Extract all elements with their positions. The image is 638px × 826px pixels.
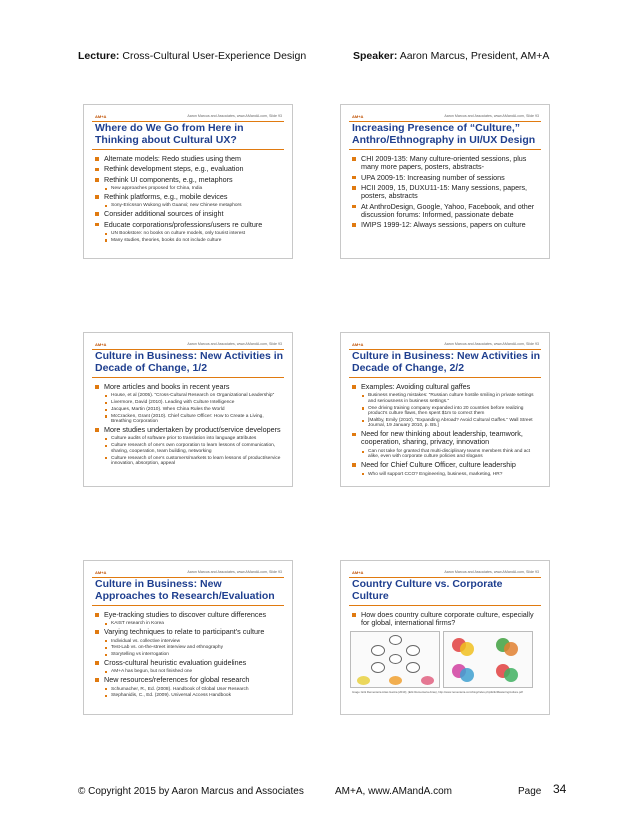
slide-thumbnail	[340, 560, 550, 715]
slide-subbullet: Who will support CCO? Engineering, business, marketing, HR?	[352, 472, 539, 478]
slide-thumbnail	[83, 104, 293, 259]
slide-subbullet: Individual vs. collective interview	[95, 639, 282, 645]
slide-credit: Aaron Marcus and Associates, www.AMandA.com, Slide 93	[187, 114, 282, 118]
slide-credit: Aaron Marcus and Associates, www.AMandA.com, Slide 93	[444, 570, 539, 574]
slide-thumbnail	[340, 104, 550, 259]
diagram-node	[406, 645, 420, 656]
slide-subbullet: Storytelling vs interrogation	[95, 652, 282, 658]
slide-subbullet: UN Bookstore: no books on culture models, only tourist interest	[95, 231, 282, 237]
slide-thumbnail	[83, 560, 293, 715]
slide-bullet: Consider additional sources of insight	[95, 210, 282, 218]
slide-logo: AM+A	[95, 570, 107, 575]
slide-subbullet: Stephanidis, C., Ed. (2009). Universal Access Handbook	[95, 693, 282, 699]
slide-subbullet: Culture research of one’s customers/markets to learn lessons of product/service innovation, absorption, appeal	[95, 456, 282, 467]
slide-bullet: Examples: Avoiding cultural gaffes	[352, 383, 539, 391]
slide-subbullet: Livermore, David (2010). Leading with Culture Intelligence	[95, 400, 282, 406]
diagram-swatch	[504, 642, 518, 656]
lecture-title: Cross-Cultural User-Experience Design	[122, 50, 307, 62]
diagram-node	[389, 635, 402, 645]
diagram-node	[389, 654, 402, 664]
slide-bullet: How does country culture corporate culture, especially for global, international firms?	[352, 611, 539, 627]
diagram-node	[406, 662, 420, 673]
slide-subbullet: Culture audits of software prior to translation into language attributes	[95, 436, 282, 442]
diagram-swatch	[421, 676, 434, 685]
slide-bullet: Rethink development steps, e.g., evaluation	[95, 165, 282, 173]
slide-credit: Aaron Marcus and Associates, www.AMandA.com, Slide 93	[444, 114, 539, 118]
lecture-label: Lecture:	[78, 50, 120, 62]
slide-logo: AM+A	[352, 114, 364, 119]
slide-bullet: HCII 2009, 15, DUXU11-15: Many sessions, papers, posters, abstracts	[352, 184, 539, 200]
speaker-name: Aaron Marcus, President, AM+A	[399, 50, 550, 62]
speaker-label: Speaker:	[353, 50, 398, 62]
slide-credit: Aaron Marcus and Associates, www.AMandA.com, Slide 93	[444, 342, 539, 346]
slide-subbullet: Culture research of one’s own corporation to learn lessons of communication, sharing, cooperation, team building, networking	[95, 443, 282, 454]
slide-bullet: IWIPS 1999-12: Always sessions, papers on culture	[352, 221, 539, 229]
slide-bullet: Cross-cultural heuristic evaluation guidelines	[95, 659, 282, 667]
slide-subbullet: AM+A has begun, but not finished one	[95, 669, 282, 675]
page-number: 34	[553, 782, 567, 796]
slide-subbullet: House, et al (2005). “Cross-Cultural Research on Organizational Leadership”	[95, 393, 282, 399]
slide-thumbnail	[83, 332, 293, 487]
slide-bullet: Varying techniques to relate to participant’s culture	[95, 628, 282, 636]
slide-subbullet: Can not take for granted that multi-disciplinary teams members think and act alike, even with corporate culture policies and slogans	[352, 449, 539, 460]
slide-subbullet: Test-Lab vs. on-the-street interview and ethnography	[95, 645, 282, 651]
culture-diagram-images	[350, 631, 539, 688]
slide-bullet: Rethink UI components, e.g., metaphors	[95, 176, 282, 184]
slide-subbullet: Schumacher, R., Ed. (2008). Handbook of Global User Research	[95, 687, 282, 693]
diagram-swatch	[460, 642, 474, 656]
slide-bullet: UPA 2009-15: Increasing number of sessions	[352, 174, 539, 182]
slide-bullet: More studies undertaken by product/service developers	[95, 426, 282, 434]
slide-title: Country Culture vs. Corporate Culture	[349, 577, 541, 606]
diagram-node	[371, 645, 385, 656]
slide-subbullet: [Maltby, Emily (2010). “Expanding Abroad? Avoid Cultural Gaffes.” Wall Street Journal, 19 January 2010, p. B5.]	[352, 418, 539, 429]
footer-page-label: Page	[518, 786, 542, 797]
diagram-swatch	[504, 668, 518, 682]
venn-culture-diagrams	[443, 631, 533, 688]
slide-bullet: Rethink platforms, e.g., mobile devices	[95, 193, 282, 201]
slide-title: Increasing Presence of “Culture,” Anthro/Ethnography in UI/UX Design	[349, 121, 541, 150]
slide-bullet: Eye-tracking studies to discover culture differences	[95, 611, 282, 619]
slide-subbullet: McCracken, Grant (2010). Chief Culture Officer: How to Create a Living, Breathing Corporation	[95, 414, 282, 425]
diagram-caption: Image: Erik Rementeria Arias Garcia (2010); (Erik Rementeria Arias), http://www.rementeria.com/blog/index.php/Erik/Mastering/culture.pdf	[352, 690, 523, 695]
slide-title: Culture in Business: New Approaches to Research/Evaluation	[92, 577, 284, 606]
slide-subbullet: One driving training company expanded into 20 countries before realizing product’s culture flaws, then spent $1m to correct them	[352, 406, 539, 417]
slide-bullet: More articles and books in recent years	[95, 383, 282, 391]
slide-credit: Aaron Marcus and Associates, www.AMandA.com, Slide 93	[187, 570, 282, 574]
slide-logo: AM+A	[352, 570, 364, 575]
slide-thumbnail	[340, 332, 550, 487]
slide-subbullet: New approaches proposed for China, India	[95, 186, 282, 192]
slide-bullet: Educate corporations/professions/users re culture	[95, 221, 282, 229]
slide-bullet: Alternate models: Redo studies using them	[95, 155, 282, 163]
slide-logo: AM+A	[95, 342, 107, 347]
slide-bullet: Need for new thinking about leadership, teamwork, cooperation, sharing, privacy, innovation	[352, 430, 539, 446]
diagram-node	[371, 662, 385, 673]
diagram-swatch	[357, 676, 370, 685]
slide-subbullet: Many studies, theories, books do not include culture	[95, 238, 282, 244]
footer-website: AM+A, www.AMandA.com	[335, 786, 452, 797]
slide-bullet: Need for Chief Culture Officer, culture leadership	[352, 461, 539, 469]
slide-bullet: New resources/references for global research	[95, 676, 282, 684]
slide-bullet: CHI 2009-135: Many culture-oriented sessions, plus many more papers, posters, abstracts-	[352, 155, 539, 171]
slide-title: Culture in Business: New Activities in Decade of Change, 2/2	[349, 349, 541, 378]
slide-bullet: At AnthroDesign, Google, Yahoo, Facebook, and other discussion forums: Informed, passionate debate	[352, 203, 539, 219]
diagram-swatch	[460, 668, 474, 682]
slide-subbullet: Sony-Ericsson Wukong with Guanxi; new Chinese metaphors	[95, 203, 282, 209]
slide-subbullet: Business meeting mistakes: “Russian culture hostile smiling in private settings and seriousness in business settings.”	[352, 393, 539, 404]
slide-subbullet: KAIST research in Korea	[95, 621, 282, 627]
hexagon-culture-diagram	[350, 631, 440, 688]
slide-credit: Aaron Marcus and Associates, www.AMandA.com, Slide 93	[187, 342, 282, 346]
lecture-header	[78, 50, 306, 62]
slide-title: Culture in Business: New Activities in Decade of Change, 1/2	[92, 349, 284, 378]
diagram-swatch	[389, 676, 402, 685]
footer-copyright: © Copyright 2015 by Aaron Marcus and Associates	[78, 786, 304, 797]
slide-logo: AM+A	[352, 342, 364, 347]
speaker-header	[353, 50, 549, 62]
slide-logo: AM+A	[95, 114, 107, 119]
slide-title: Where do We Go from Here in Thinking about Cultural UX?	[92, 121, 284, 150]
slide-subbullet: Jacques, Martin (2010). When China Rules the World	[95, 407, 282, 413]
